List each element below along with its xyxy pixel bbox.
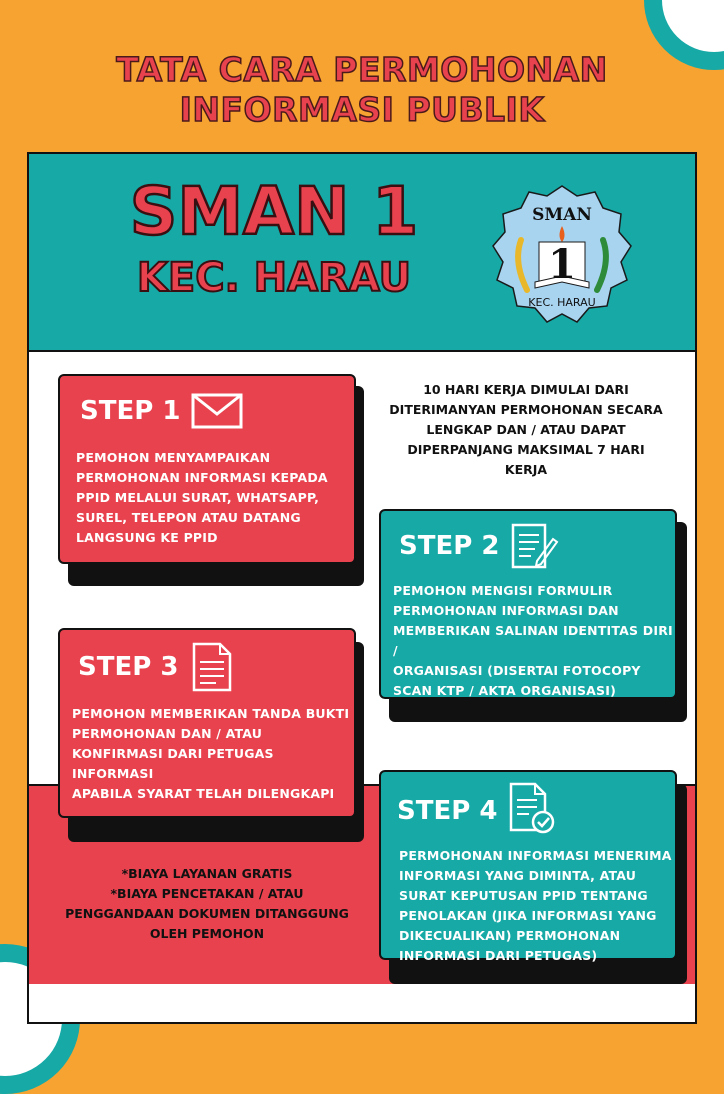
logo-bottom-text: KEC. HARAU: [528, 296, 596, 309]
poster-frame: [27, 152, 697, 1024]
school-logo: [487, 182, 637, 332]
step-4-text: PERMOHONAN INFORMASI MENERIMA INFORMASI YANG DIMINTA, ATAU SURAT KEPUTUSAN PPID TENTANG PENOLAKAN (JIKA INFORMASI YANG DIKECUALIKAN) PERMOHONAN INFORMASI DARI PETUGAS): [399, 848, 672, 963]
step-1-text: PEMOHON MENYAMPAIKAN PERMOHONAN INFORMASI KEPADA PPID MELALUI SURAT, WHATSAPP, SUREL, TELEPON ATAU DATANG LANGSUNG KE PPID: [76, 450, 328, 545]
step-3-card: [58, 628, 356, 818]
title-line-1: TATA CARA PERMOHONAN: [116, 50, 608, 89]
step-3-text: PEMOHON MEMBERIKAN TANDA BUKTI PERMOHONAN DAN / ATAU KONFIRMASI DARI PETUGAS INFORMASI APABILA SYARAT TELAH DILENGKAPI: [72, 706, 350, 801]
document-check-icon: [507, 780, 557, 836]
timeline-note: 10 HARI KERJA DIMULAI DARI DITERIMANYAN PERMOHONAN SECARA LENGKAP DAN / ATAU DAPAT DIPERPANJANG MAKSIMAL 7 HARI KERJA: [389, 382, 663, 477]
step-2-text: PEMOHON MENGISI FORMULIR PERMOHONAN INFORMASI DAN MEMBERIKAN SALINAN IDENTITAS DIRI / ORGANISASI (DISERTAI FOTOCOPY SCAN KTP / AKTA ORGANISASI): [393, 583, 673, 698]
step-4-card: [379, 770, 677, 963]
footer-note: *BIAYA LAYANAN GRATIS *BIAYA PENCETAKAN / ATAU PENGGANDAAN DOKUMEN DITANGGUNG OLEH PEMOHON: [65, 866, 349, 941]
school-name: SMAN 1: [129, 173, 419, 250]
step-2-label: STEP 2: [399, 531, 500, 561]
step-2-card: [379, 509, 677, 699]
poster-title: [0, 50, 724, 130]
logo-numeral: 1: [548, 241, 576, 288]
document-icon: [190, 640, 234, 694]
logo-top-text: SMAN: [532, 205, 592, 225]
envelope-icon: [190, 390, 244, 432]
step-1-card: [58, 374, 356, 564]
step-1-label: STEP 1: [80, 396, 181, 426]
step-4-label: STEP 4: [397, 796, 498, 826]
form-pencil-icon: [509, 521, 559, 573]
header-band: [29, 154, 695, 352]
title-line-2: INFORMASI PUBLIK: [179, 90, 545, 129]
school-district: KEC. HARAU: [136, 255, 412, 301]
step-3-label: STEP 3: [78, 652, 179, 682]
